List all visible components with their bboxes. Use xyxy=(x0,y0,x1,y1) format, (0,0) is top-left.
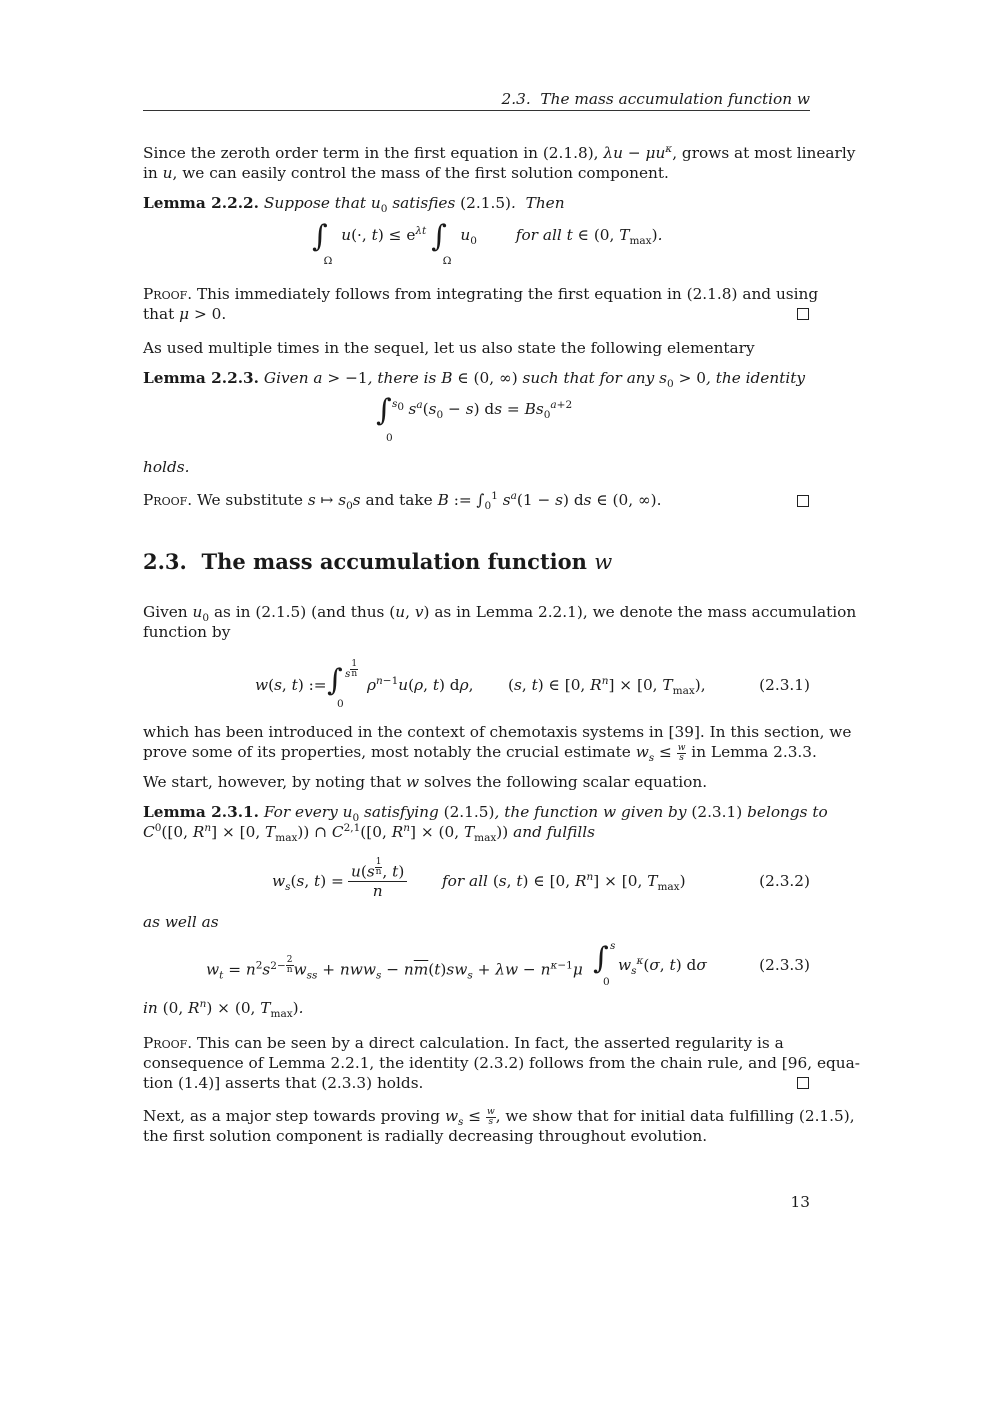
lemma-2-2-3: Lemma 2.2.3. Given a > −1, there is B ∈ (0, ∞) such that for any $s_0 > 0$, the identity xyxy=(143,369,806,391)
section-heading: 2.3. The mass accumulation function w xyxy=(143,549,613,574)
proof-label: Proof. xyxy=(143,1034,193,1052)
proof-2-2-3: Proof. We substitute s ↦ $s_0s$ and take B := $\int_0^1$ $s^a(1 - s)$ ds ∈ (0, ∞). xyxy=(143,489,662,513)
paragraph-line: which has been introduced in the context of chemotaxis systems in [39]. In this section, we xyxy=(143,723,852,741)
proof-label: Proof. xyxy=(143,491,193,509)
lemma-conclusion: holds. xyxy=(143,458,190,476)
equation-lemma-2-2-3: ∫ $s_0$ 0 $s^a(s_0 - s)$ ds = $Bs_0^{a+2}$ xyxy=(376,393,573,444)
lemma-label: Lemma 2.2.3. xyxy=(143,369,260,387)
paragraph-line: as well as xyxy=(143,913,219,931)
equation-2-3-2: $w_s(s$, t) = u(s $^{\frac{1}{n}}$ , t) n for all (s, t) ∈ [0, $R^n] \times [0$, $T_{max}$) (2.3.2) xyxy=(272,857,810,900)
running-header xyxy=(143,88,810,111)
lemma-2-3-1: Lemma 2.3.1. For every $u_0$ satisfying (2.1.5), the function w given by (2.3.1) belongs to xyxy=(143,803,828,825)
paragraph-line: in (0, $R^n) \times (0$, $T_{max}$). xyxy=(143,997,304,1021)
qed-box xyxy=(797,1077,809,1089)
paragraph-line: Since the zeroth order term in the first equation in (2.1.8), $\lambda u - \mu u^\kappa$, grows at most linearly xyxy=(143,142,856,162)
equation-2-3-3: $w_t = n^2s^{2- \frac{2}{n}}$ $w_{ss} + nww_s - n\overline{m}(t)sw_s + \lambda w - n^{\kappa-1}\mu$ ∫ s 0 $w_s^\kappa(\sigma$, t) dσ (2.3.3) xyxy=(206,940,810,988)
proof-label: Proof. xyxy=(143,285,193,303)
paragraph-line: consequence of Lemma 2.2.1, the identity (2.3.2) follows from the chain rule, and [96, equa- xyxy=(143,1054,860,1072)
paragraph-line: $C^0([0$, $R^n] \times [0$, $T_{max}$)) ∩ C$^{2,1}$([0, $R^n] \times (0$, $T_{max}$)) and fulfills xyxy=(143,821,595,845)
paragraph-line: tion (1.4)] asserts that (2.3.3) holds. xyxy=(143,1074,424,1092)
qed-box xyxy=(797,308,809,320)
proof-2-2-2: Proof. This immediately follows from integrating the first equation in (2.1.8) and using xyxy=(143,285,819,303)
lemma-2-2-2: Lemma 2.2.2. Suppose that $u_0$ satisfies (2.1.5). Then xyxy=(143,194,565,216)
equation-lemma-2-2-2: $\int_\Omega$ u(·, $t) \le e^{\lambda t}$ $\int_\Omega$ $u_0$ for all t ∈ (0, $T_{max}$). xyxy=(312,219,663,268)
paragraph-line: As used multiple times in the sequel, let us also state the following elementary xyxy=(143,339,755,357)
paragraph-line: in u, we can easily control the mass of the first solution component. xyxy=(143,164,669,182)
qed-box xyxy=(797,495,809,507)
lemma-label: Lemma 2.2.2. xyxy=(143,194,260,212)
paragraph-line: Given $u_0$ as in (2.1.5) (and thus (u, v) as in Lemma 2.2.1), we denote the mass accumulation xyxy=(143,603,857,625)
paragraph-line: We start, however, by noting that w solves the following scalar equation. xyxy=(143,773,708,791)
section-number: 2.3. xyxy=(143,549,187,574)
paragraph-line: prove some of its properties, most notably the crucial estimate $w_s$ ≤ $\frac{w}{s}$ in Lemma 2.3.3. xyxy=(143,742,817,765)
equation-number: (2.3.1) xyxy=(759,676,810,694)
equation-number: (2.3.2) xyxy=(759,872,810,890)
equation-number: (2.3.3) xyxy=(759,956,810,974)
page-number: 13 xyxy=(790,1193,810,1211)
lemma-label: Lemma 2.3.1. xyxy=(143,803,260,821)
proof-2-3-1: Proof. This can be seen by a direct calculation. In fact, the asserted regularity is a xyxy=(143,1034,784,1052)
running-title: 2.3. The mass accumulation function w xyxy=(501,90,810,108)
paragraph-line: Next, as a major step towards proving $w_s$ ≤ $\frac{w}{s}$ , we show that for initial data fulfilling (2.1.5), xyxy=(143,1106,855,1129)
paragraph-line: that μ > 0. xyxy=(143,305,227,323)
equation-2-3-1: w(s, t) := ∫ s $^{\frac{1}{n}}$ 0 $\rho^{n-1}u(\rho$, t) dρ, (s, t) ∈ [0, $R^n] \times [0$, $T_{max}$), (2.3.1) xyxy=(255,659,810,710)
paragraph-line: function by xyxy=(143,623,231,641)
paragraph-line: the first solution component is radially decreasing throughout evolution. xyxy=(143,1127,708,1145)
